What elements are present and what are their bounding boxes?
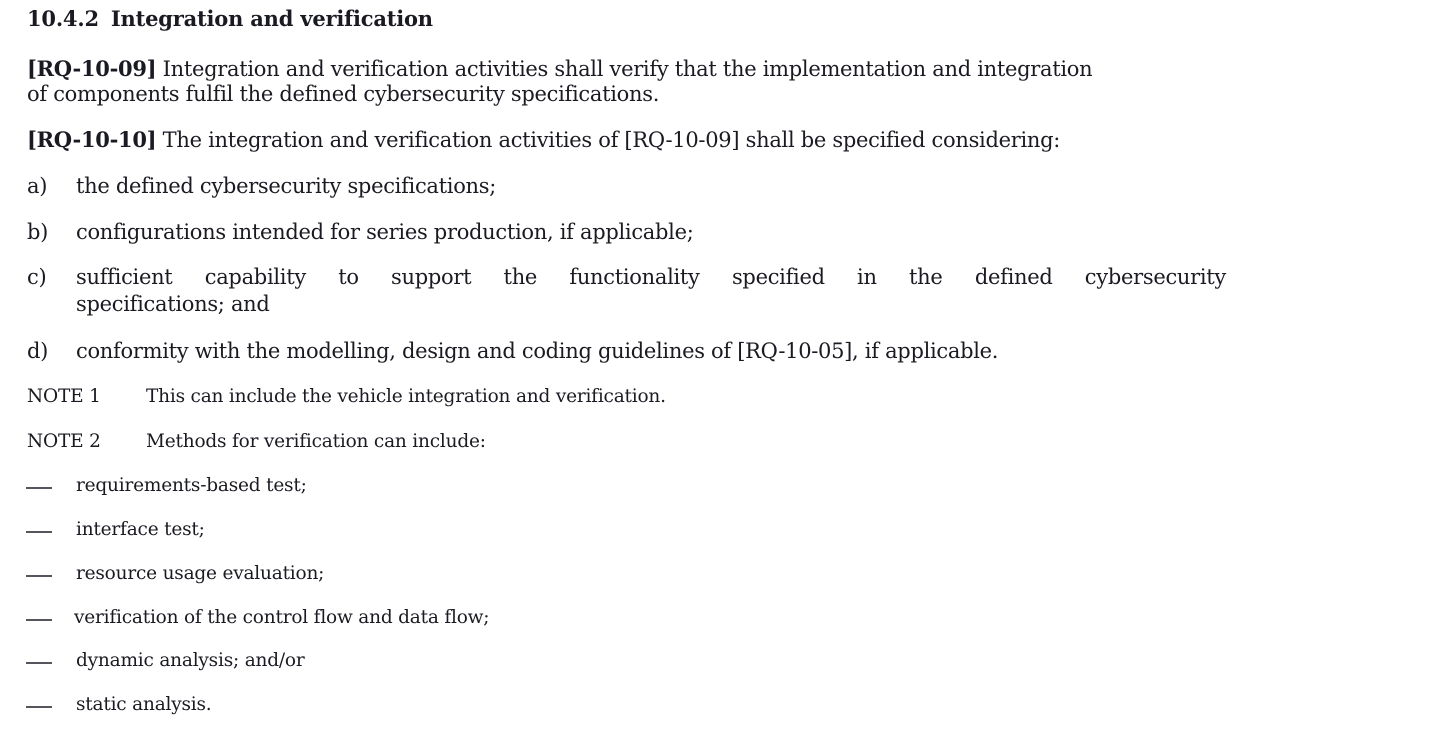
list-label: a) xyxy=(27,174,48,198)
section-heading xyxy=(27,6,433,31)
dash-bullet-icon xyxy=(26,531,52,533)
method-text: dynamic analysis; and/or xyxy=(76,650,305,671)
section-number: 10.4.2 xyxy=(27,6,99,31)
method-text: resource usage evaluation; xyxy=(76,563,325,584)
requirement-text: Integration and verification activities shall verify that the implementation and integration xyxy=(162,57,1093,81)
requirement-rq-10-09-line1 xyxy=(27,56,1092,81)
dash-bullet-icon xyxy=(26,487,52,489)
dash-bullet-icon xyxy=(26,706,52,708)
list-text-line1: sufficient capability to support the functionality specified in the defined cybersecurity xyxy=(76,265,1226,289)
list-text-line2: specifications; and xyxy=(76,292,270,316)
requirement-rq-10-09-line2: of components fulfil the defined cybersecurity specifications. xyxy=(27,82,660,106)
list-label: b) xyxy=(27,220,49,244)
dash-bullet-icon xyxy=(26,575,52,577)
requirement-text: The integration and verification activities of [RQ-10-09] shall be specified considering: xyxy=(162,128,1061,152)
dash-bullet-icon xyxy=(26,619,52,621)
method-text: interface test; xyxy=(76,519,205,540)
list-label: c) xyxy=(27,265,47,289)
list-text: configurations intended for series production, if applicable; xyxy=(76,220,694,244)
list-label: d) xyxy=(27,339,49,363)
list-text: conformity with the modelling, design and coding guidelines of [RQ-10-05], if applicable. xyxy=(76,339,999,363)
note-label: NOTE 1 xyxy=(27,386,101,407)
dash-bullet-icon xyxy=(26,662,52,664)
note-label: NOTE 2 xyxy=(27,431,101,452)
requirement-id: [RQ-10-10] xyxy=(27,127,157,152)
section-title: Integration and verification xyxy=(110,6,433,31)
note-text: This can include the vehicle integration and verification. xyxy=(146,386,666,407)
requirement-rq-10-10 xyxy=(27,127,1060,152)
list-text: the defined cybersecurity specifications; xyxy=(76,174,497,198)
method-text: requirements-based test; xyxy=(76,475,307,496)
method-text: static analysis. xyxy=(76,694,212,715)
note-text: Methods for verification can include: xyxy=(146,431,486,452)
method-text: verification of the control flow and data flow; xyxy=(74,607,490,628)
requirement-id: [RQ-10-09] xyxy=(27,56,157,81)
